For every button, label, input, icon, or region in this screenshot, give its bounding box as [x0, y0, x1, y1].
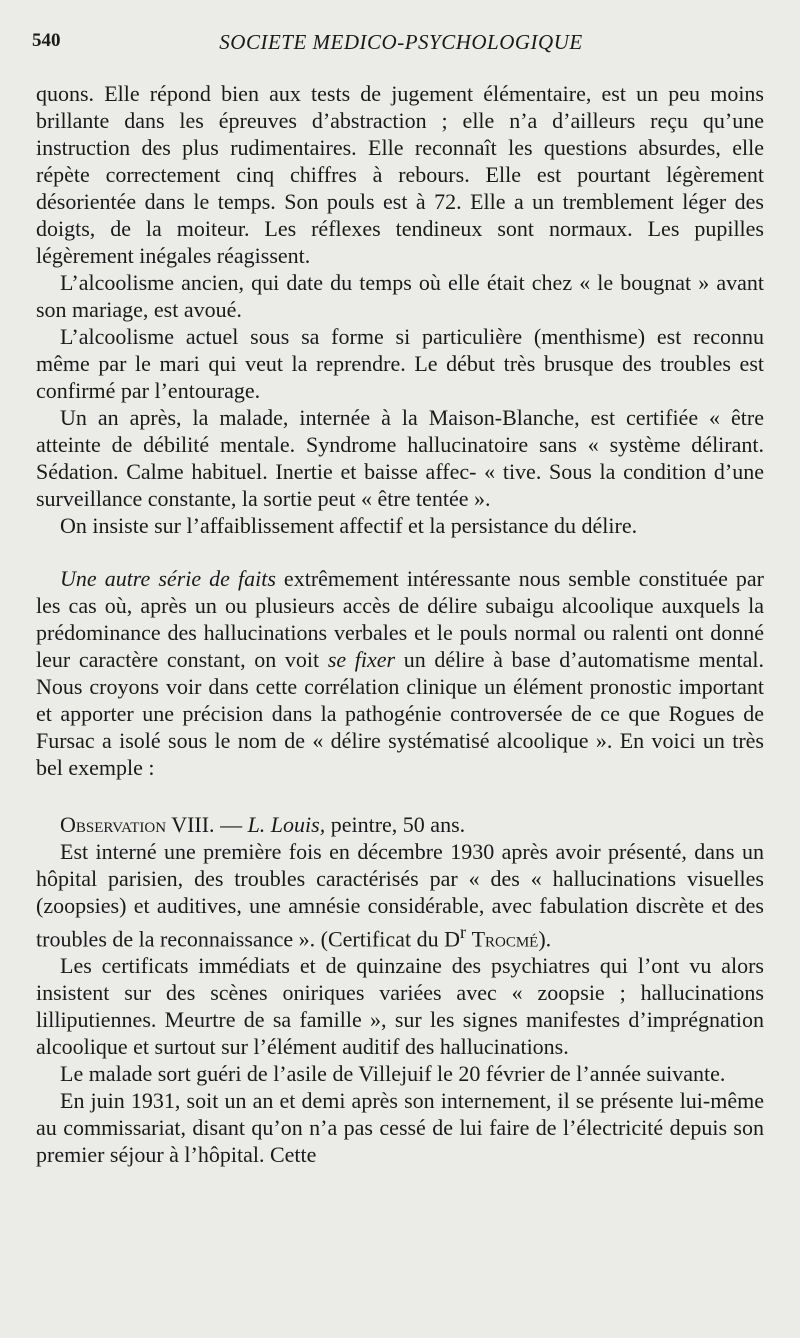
paragraph-2: L’alcoolisme ancien, qui date du temps où elle était chez « le bougnat » avant son mariage, est avoué.	[36, 270, 764, 322]
section-gap	[36, 539, 764, 565]
paragraph-6	[36, 565, 764, 781]
emphasis-se-fixer: se fixer	[327, 647, 396, 672]
running-title: SOCIETE MEDICO-PSYCHOLOGIQUE	[219, 30, 583, 54]
page-number: 540	[32, 30, 61, 51]
paragraph-4: Un an après, la malade, internée à la Maison-Blanche, est certifiée « être atteinte de débilité mentale. Syndrome hallucinatoire sans « système délirant. Sédation. Calme habituel. Inertie et baisse affec- « tive. Sous la condition d’une surveillance constante, la sortie peut « être tentée ».	[36, 405, 764, 511]
paragraph-1: quons. Elle répond bien aux tests de jugement élémentaire, est un peu moins brillante dans les épreuves d’abstraction ; elle n’a d’ailleurs reçu qu’une instruction des plus rudimentaires. Elle reconnaît les questions absurdes, elle répète correctement cinq chiffres à rebours. Elle est pourtant légèrement désorientée dans le temps. Son pouls est à 72. Elle a un tremblement léger des doigts, de la moiteur. Les réflexes tendineux sont normaux. Les pupilles légèrement inégales réagissent.	[36, 81, 764, 268]
paragraph-8: Les certificats immédiats et de quinzaine des psychiatres qui l’ont vu alors insistent sur des scènes oniriques variées avec « zoopsie ; hallucinations lilliputiennes. Meurtre de sa famille », sur les signes manifestes d’imprégnation alcoolique et surtout sur l’élément auditif des hallucinations.	[36, 953, 764, 1060]
observation-label: Observation VIII.	[60, 812, 215, 837]
observation-heading	[36, 811, 764, 838]
section-gap	[36, 781, 764, 811]
observation-detail: peintre, 50 ans.	[325, 812, 466, 837]
emphasis-lead: Une autre série de faits	[60, 566, 276, 591]
observation-dash: —	[214, 812, 248, 837]
body-text	[36, 80, 764, 1168]
page-header	[32, 30, 770, 62]
paragraph-7-end: ).	[538, 926, 552, 952]
paragraph-6-text-b: un délire à base d’automatisme mental. Nous croyons voir dans cette corrélation clinique un élément pronostic important et apporter une précision dans la pathogénie controversée de ce que Rogues de Fursac a isolé sous le nom de « délire systématisé alcoolique ». En voici un très bel exemple :	[36, 647, 764, 780]
paragraph-7-text: Est interné une première fois en décembre 1930 après avoir présenté, dans un hôpital parisien, des troubles caractérisés par « des « hallucinations visuelles (zoopsies) et auditives, une amnésie considérable, avec fabulation discrète et des troubles de la reconnaissance ». (Certificat du D	[36, 839, 764, 952]
paragraph-5: On insiste sur l’affaiblissement affectif et la persistance du délire.	[60, 513, 638, 538]
paragraph-10: En juin 1931, soit un an et demi après son internement, il se présente lui-même au commissariat, disant qu’on n’a pas cessé de lui faire de l’électricité depuis son premier séjour à l’hôpital. Cette	[36, 1088, 764, 1168]
patient-name: L. Louis,	[247, 812, 326, 837]
doctor-abbrev-sup: r	[459, 922, 467, 942]
paragraph-6-text-a: extrêmement intéressante nous semble constituée par les cas où, après un ou plusieurs accès de délire subaigu alcoolique auxquels la prédominance des hallucinations verbales et le pouls normal ou ralenti ont donné leur caractère constant, on voit	[36, 566, 765, 672]
paragraph-9: Le malade sort guéri de l’asile de Villejuif le 20 février de l’année suivante.	[60, 1061, 726, 1087]
paragraph-3: L’alcoolisme actuel sous sa forme si particulière (menthisme) est reconnu même par le mari qui veut la reprendre. Le début très brusque des troubles est confirmé par l’entourage.	[36, 324, 764, 403]
paragraph-7	[36, 838, 764, 952]
doctor-name: Trocmé	[471, 926, 539, 952]
